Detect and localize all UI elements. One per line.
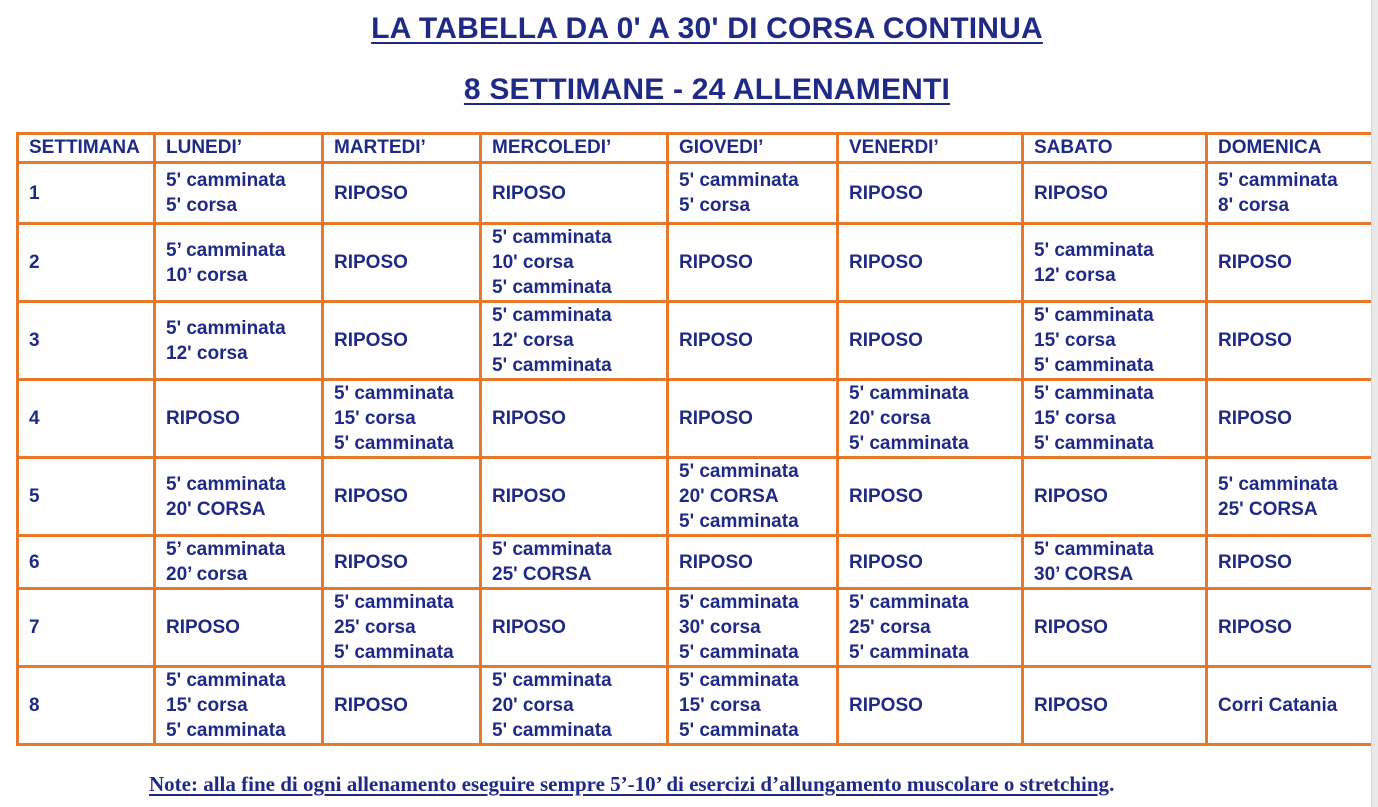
cell-monday [155,589,323,667]
cell-thursday [668,302,838,380]
workout-line: RIPOSO [492,617,566,638]
cell-friday [838,380,1023,458]
cell-wednesday [481,302,668,380]
workout-line: Corri Catania [1218,695,1338,716]
workout-line: 8' corsa [1218,195,1290,216]
workout-line: 5' camminata [1034,239,1154,261]
header-row [18,134,1375,163]
workout-line: 5' camminata [849,642,969,663]
workout-line: 5' camminata [679,670,799,691]
workout-line: 5' camminata [166,670,286,691]
workout-line: 15' corsa [1034,330,1116,351]
workout-line: RIPOSO [1218,617,1292,638]
workout-line: 10’ corsa [166,264,248,286]
workout-line: 5' camminata [334,433,454,454]
workout-line: 20' CORSA [166,498,266,520]
table-row [18,380,1375,458]
cell-tuesday [323,380,481,458]
workout-line: 5' camminata [1034,383,1154,404]
workout-line: 5' camminata [849,433,969,454]
week-number: 3 [18,302,155,380]
cell-monday [155,536,323,589]
header-sunday: DOMENICA [1207,134,1375,163]
workout-line: 5' camminata [492,539,612,560]
cell-monday [155,380,323,458]
workout-line: RIPOSO [334,486,408,507]
workout-line: 5' camminata [679,592,799,613]
cell-wednesday [481,458,668,536]
workout-line: RIPOSO [334,252,408,273]
header-thursday: GIOVEDI’ [668,134,838,163]
workout-line: RIPOSO [849,330,923,351]
workout-line: 5' camminata [1034,539,1154,560]
workout-line: 20' CORSA [679,486,779,507]
workout-line: RIPOSO [679,330,753,351]
cell-friday [838,224,1023,302]
table-row [18,302,1375,380]
header-tuesday: MARTEDI’ [323,134,481,163]
window-edge [1371,0,1378,807]
footer-note [149,772,1114,797]
header-wednesday: MERCOLEDI’ [481,134,668,163]
cell-tuesday [323,302,481,380]
cell-wednesday [481,224,668,302]
cell-saturday [1023,589,1207,667]
schedule-body [18,163,1375,745]
workout-line: 5' camminata [679,642,799,663]
workout-line: RIPOSO [334,695,408,716]
week-number: 7 [18,589,155,667]
cell-saturday [1023,302,1207,380]
workout-line: 15' corsa [679,695,761,716]
cell-thursday [668,458,838,536]
note-text: Note: alla fine di ogni allenamento eseguire sempre 5’-10’ di esercizi d’allungamento muscolare o stretching [149,772,1110,796]
workout-line: 5' camminata [1034,433,1154,454]
workout-line: 15' corsa [334,408,416,429]
week-number: 6 [18,536,155,589]
workout-line: 5' camminata [334,383,454,404]
workout-line: RIPOSO [1218,551,1292,573]
workout-line: RIPOSO [679,408,753,429]
workout-line: 5' camminata [1218,170,1338,191]
workout-line: RIPOSO [492,408,566,429]
workout-line: RIPOSO [849,551,923,573]
workout-line: 5' camminata [166,720,286,741]
workout-line: RIPOSO [679,252,753,273]
week-number: 8 [18,667,155,745]
cell-sunday [1207,302,1375,380]
workout-line: 5' camminata [492,277,612,298]
cell-saturday [1023,458,1207,536]
cell-tuesday [323,667,481,745]
workout-line: 5' camminata [1034,355,1154,376]
header-saturday: SABATO [1023,134,1207,163]
cell-wednesday [481,380,668,458]
workout-line: 5' camminata [492,720,612,741]
cell-saturday [1023,667,1207,745]
workout-line: RIPOSO [1034,695,1108,716]
week-number: 5 [18,458,155,536]
workout-line: 25' corsa [334,617,416,638]
cell-wednesday [481,536,668,589]
workout-line: 5' camminata [334,592,454,613]
workout-line: 15' corsa [166,695,248,716]
workout-line: RIPOSO [1218,252,1292,273]
cell-tuesday [323,224,481,302]
cell-saturday [1023,224,1207,302]
workout-line: 12' corsa [166,342,248,364]
table-row [18,163,1375,224]
cell-thursday [668,589,838,667]
cell-wednesday [481,667,668,745]
page-subtitle: 8 SETTIMANE - 24 ALLENAMENTI [463,73,951,106]
header-friday: VENERDI’ [838,134,1023,163]
cell-wednesday [481,163,668,224]
cell-friday [838,302,1023,380]
workout-line: 5’ camminata [166,239,286,261]
workout-line: 5' corsa [166,195,238,216]
workout-line: 5' camminata [849,592,969,613]
header-monday: LUNEDI’ [155,134,323,163]
workout-line: 12' corsa [492,330,574,351]
cell-sunday [1207,667,1375,745]
cell-sunday [1207,380,1375,458]
workout-line: 5' camminata [679,461,799,482]
cell-friday [838,667,1023,745]
training-schedule-table [16,132,1376,746]
cell-monday [155,163,323,224]
workout-line: 5' camminata [492,670,612,691]
workout-line: RIPOSO [849,182,923,204]
workout-line: 5' camminata [679,720,799,741]
cell-thursday [668,163,838,224]
cell-saturday [1023,380,1207,458]
workout-line: 20’ corsa [166,564,248,585]
workout-line: 5' camminata [849,383,969,404]
page-title: LA TABELLA DA 0' A 30' DI CORSA CONTINUA [371,12,1043,45]
table-row [18,536,1375,589]
workout-line: 5' camminata [1218,473,1338,495]
workout-line: 5' camminata [492,355,612,376]
cell-tuesday [323,536,481,589]
header-week: SETTIMANA [18,134,155,163]
cell-thursday [668,536,838,589]
table-row [18,667,1375,745]
cell-wednesday [481,589,668,667]
workout-line: RIPOSO [849,252,923,273]
workout-line: 5' camminata [166,170,286,191]
table-row [18,589,1375,667]
workout-line: 30' corsa [679,617,761,638]
workout-line: 5' camminata [679,170,799,191]
cell-monday [155,302,323,380]
cell-saturday [1023,163,1207,224]
cell-friday [838,589,1023,667]
workout-line: RIPOSO [166,617,240,638]
note-period: . [1109,772,1115,796]
workout-line: 5' camminata [166,473,286,495]
cell-friday [838,458,1023,536]
week-number: 1 [18,163,155,224]
week-number: 2 [18,224,155,302]
cell-sunday [1207,224,1375,302]
workout-line: 5’ camminata [166,539,286,560]
workout-line: RIPOSO [334,182,408,204]
workout-line: 5' camminata [1034,305,1154,326]
cell-sunday [1207,536,1375,589]
workout-line: RIPOSO [849,695,923,716]
workout-line: 25' CORSA [1218,498,1318,520]
cell-sunday [1207,589,1375,667]
workout-line: RIPOSO [1034,182,1108,204]
workout-line: 25' CORSA [492,564,592,585]
workout-line: RIPOSO [679,551,753,573]
cell-sunday [1207,163,1375,224]
cell-friday [838,536,1023,589]
workout-line: 15' corsa [1034,408,1116,429]
table-row [18,458,1375,536]
workout-line: RIPOSO [492,182,566,204]
cell-monday [155,667,323,745]
workout-line: 10' corsa [492,252,574,273]
cell-thursday [668,224,838,302]
workout-line: RIPOSO [166,408,240,429]
workout-line: RIPOSO [1218,408,1292,429]
cell-thursday [668,380,838,458]
workout-line: 5' camminata [334,642,454,663]
cell-tuesday [323,163,481,224]
workout-line: RIPOSO [492,486,566,507]
workout-line: 30’ CORSA [1034,564,1134,585]
cell-saturday [1023,536,1207,589]
workout-line: 25' corsa [849,617,931,638]
workout-line: RIPOSO [334,551,408,573]
workout-line: 5' camminata [492,227,612,248]
week-number: 4 [18,380,155,458]
cell-tuesday [323,589,481,667]
workout-line: 20' corsa [849,408,931,429]
table-row [18,224,1375,302]
cell-monday [155,458,323,536]
workout-line: RIPOSO [1034,617,1108,638]
cell-monday [155,224,323,302]
cell-thursday [668,667,838,745]
workout-line: RIPOSO [334,330,408,351]
cell-friday [838,163,1023,224]
workout-line: 20' corsa [492,695,574,716]
workout-line: 5' camminata [679,511,799,532]
cell-sunday [1207,458,1375,536]
workout-line: 5' camminata [492,305,612,326]
workout-line: RIPOSO [849,486,923,507]
workout-line: 5' corsa [679,195,751,216]
workout-line: 5' camminata [166,317,286,339]
workout-line: RIPOSO [1218,330,1292,351]
workout-line: RIPOSO [1034,486,1108,507]
workout-line: 12' corsa [1034,264,1116,286]
cell-tuesday [323,458,481,536]
